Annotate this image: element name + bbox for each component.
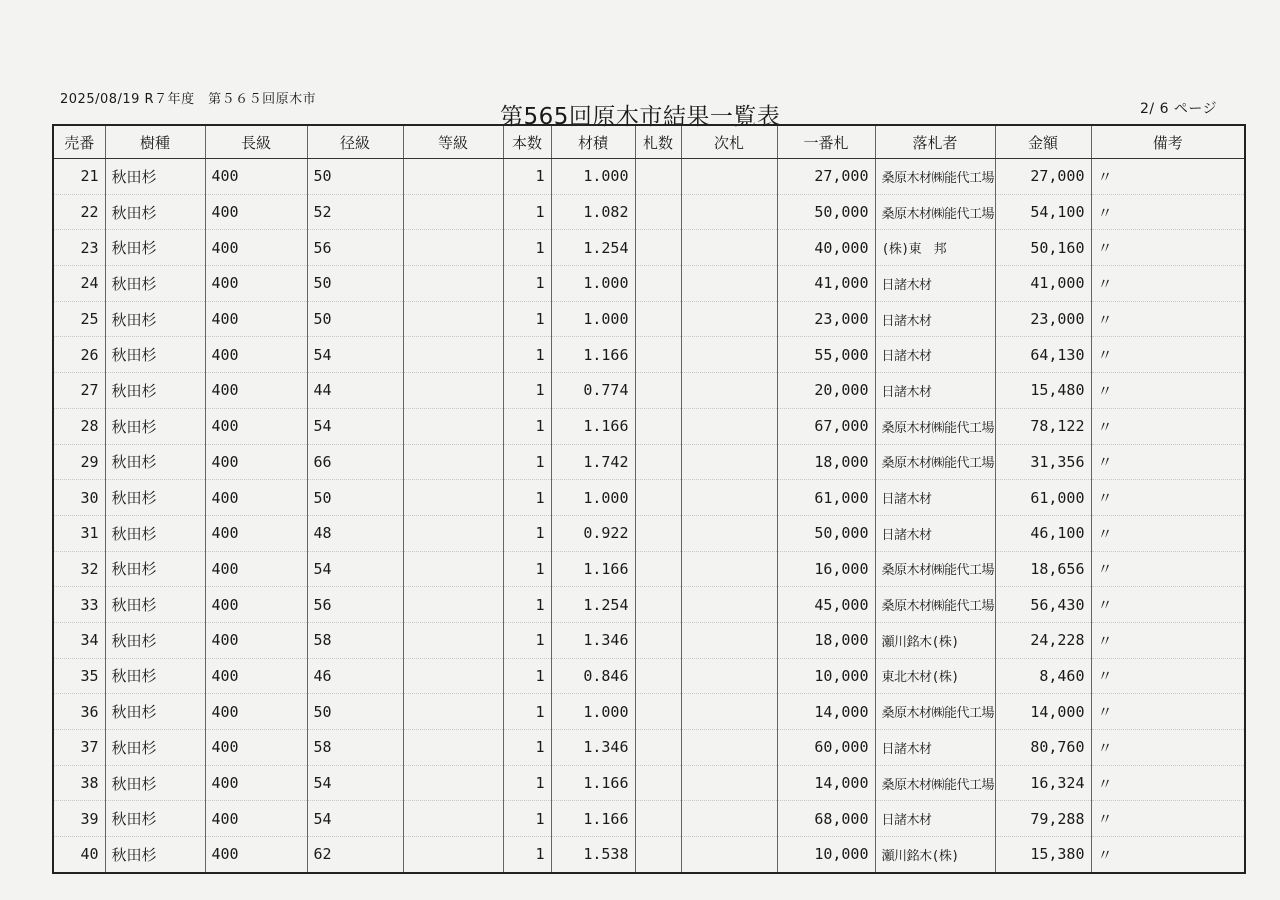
volume-cell: 1.000: [551, 266, 635, 302]
bidder-cell: 日諸木材: [875, 515, 995, 551]
grade-cell: [403, 301, 503, 337]
note-cell: 〃: [1091, 337, 1245, 373]
amount-cell: 31,356: [995, 444, 1091, 480]
lot-cell: 40: [53, 837, 105, 873]
amount-cell: 14,000: [995, 694, 1091, 730]
diameter-cell: 46: [307, 658, 403, 694]
col-lot-header: 売番: [53, 125, 105, 159]
lot-cell: 39: [53, 801, 105, 837]
grade-cell: [403, 515, 503, 551]
top-bid-cell: 18,000: [777, 622, 875, 658]
top-bid-cell: 14,000: [777, 765, 875, 801]
lot-cell: 37: [53, 730, 105, 766]
species-cell: 秋田杉: [105, 194, 205, 230]
species-cell: 秋田杉: [105, 301, 205, 337]
length-cell: 400: [205, 801, 307, 837]
bidder-cell: 桑原木材㈱能代工場: [875, 765, 995, 801]
species-cell: 秋田杉: [105, 373, 205, 409]
count-cell: 1: [503, 266, 551, 302]
second-bid-cell: [681, 694, 777, 730]
species-cell: 秋田杉: [105, 837, 205, 873]
count-cell: 1: [503, 622, 551, 658]
top-bid-cell: 18,000: [777, 444, 875, 480]
volume-cell: 1.254: [551, 230, 635, 266]
amount-cell: 15,380: [995, 837, 1091, 873]
bidder-cell: 日諸木材: [875, 480, 995, 516]
amount-cell: 8,460: [995, 658, 1091, 694]
top-bid-cell: 50,000: [777, 194, 875, 230]
count-cell: 1: [503, 730, 551, 766]
second-bid-cell: [681, 230, 777, 266]
table-row: [53, 194, 1245, 230]
bids-cell: [635, 551, 681, 587]
amount-cell: 16,324: [995, 765, 1091, 801]
volume-cell: 1.166: [551, 801, 635, 837]
amount-cell: 56,430: [995, 587, 1091, 623]
bidder-cell: 日諸木材: [875, 266, 995, 302]
col-grade-header: 等級: [403, 125, 503, 159]
bids-cell: [635, 480, 681, 516]
count-cell: 1: [503, 801, 551, 837]
bids-cell: [635, 694, 681, 730]
note-cell: 〃: [1091, 373, 1245, 409]
volume-cell: 1.166: [551, 765, 635, 801]
species-cell: 秋田杉: [105, 444, 205, 480]
note-cell: 〃: [1091, 480, 1245, 516]
grade-cell: [403, 408, 503, 444]
diameter-cell: 44: [307, 373, 403, 409]
lot-cell: 25: [53, 301, 105, 337]
note-cell: 〃: [1091, 694, 1245, 730]
bidder-cell: 日諸木材: [875, 730, 995, 766]
table-row: [53, 408, 1245, 444]
bidder-cell: 日諸木材: [875, 301, 995, 337]
top-bid-cell: 50,000: [777, 515, 875, 551]
lot-cell: 32: [53, 551, 105, 587]
second-bid-cell: [681, 266, 777, 302]
bids-cell: [635, 194, 681, 230]
diameter-cell: 50: [307, 480, 403, 516]
volume-cell: 1.166: [551, 337, 635, 373]
length-cell: 400: [205, 622, 307, 658]
diameter-cell: 54: [307, 765, 403, 801]
volume-cell: 1.082: [551, 194, 635, 230]
bidder-cell: 桑原木材㈱能代工場: [875, 159, 995, 195]
volume-cell: 1.346: [551, 622, 635, 658]
volume-cell: 1.000: [551, 480, 635, 516]
grade-cell: [403, 622, 503, 658]
col-count-header: 本数: [503, 125, 551, 159]
volume-cell: 1.166: [551, 551, 635, 587]
bidder-cell: 日諸木材: [875, 801, 995, 837]
second-bid-cell: [681, 194, 777, 230]
lot-cell: 22: [53, 194, 105, 230]
note-cell: 〃: [1091, 515, 1245, 551]
note-cell: 〃: [1091, 230, 1245, 266]
note-cell: 〃: [1091, 801, 1245, 837]
second-bid-cell: [681, 765, 777, 801]
amount-cell: 50,160: [995, 230, 1091, 266]
diameter-cell: 54: [307, 337, 403, 373]
length-cell: 400: [205, 337, 307, 373]
count-cell: 1: [503, 515, 551, 551]
volume-cell: 1.166: [551, 408, 635, 444]
diameter-cell: 52: [307, 194, 403, 230]
lot-cell: 27: [53, 373, 105, 409]
top-bid-cell: 67,000: [777, 408, 875, 444]
length-cell: 400: [205, 765, 307, 801]
lot-cell: 23: [53, 230, 105, 266]
table-row: [53, 266, 1245, 302]
count-cell: 1: [503, 480, 551, 516]
volume-cell: 1.000: [551, 694, 635, 730]
amount-cell: 15,480: [995, 373, 1091, 409]
bids-cell: [635, 837, 681, 873]
second-bid-cell: [681, 837, 777, 873]
grade-cell: [403, 373, 503, 409]
top-bid-cell: 45,000: [777, 587, 875, 623]
col-second-bid-header: 次札: [681, 125, 777, 159]
volume-cell: 0.774: [551, 373, 635, 409]
grade-cell: [403, 658, 503, 694]
lot-cell: 33: [53, 587, 105, 623]
table-row: [53, 765, 1245, 801]
species-cell: 秋田杉: [105, 480, 205, 516]
note-cell: 〃: [1091, 658, 1245, 694]
volume-cell: 1.000: [551, 301, 635, 337]
second-bid-cell: [681, 730, 777, 766]
top-bid-cell: 68,000: [777, 801, 875, 837]
col-volume-header: 材積: [551, 125, 635, 159]
volume-cell: 0.846: [551, 658, 635, 694]
length-cell: 400: [205, 444, 307, 480]
second-bid-cell: [681, 801, 777, 837]
count-cell: 1: [503, 301, 551, 337]
bidder-cell: 桑原木材㈱能代工場: [875, 408, 995, 444]
bids-cell: [635, 658, 681, 694]
col-bids-header: 札数: [635, 125, 681, 159]
second-bid-cell: [681, 373, 777, 409]
diameter-cell: 58: [307, 730, 403, 766]
diameter-cell: 50: [307, 301, 403, 337]
lot-cell: 30: [53, 480, 105, 516]
count-cell: 1: [503, 230, 551, 266]
length-cell: 400: [205, 694, 307, 730]
diameter-cell: 50: [307, 266, 403, 302]
note-cell: 〃: [1091, 301, 1245, 337]
count-cell: 1: [503, 337, 551, 373]
amount-cell: 80,760: [995, 730, 1091, 766]
length-cell: 400: [205, 551, 307, 587]
bidder-cell: 桑原木材㈱能代工場: [875, 444, 995, 480]
bidder-cell: 桑原木材㈱能代工場: [875, 694, 995, 730]
top-bid-cell: 20,000: [777, 373, 875, 409]
table-row: [53, 373, 1245, 409]
bidder-cell: 瀬川銘木(株): [875, 622, 995, 658]
top-bid-cell: 10,000: [777, 837, 875, 873]
volume-cell: 1.538: [551, 837, 635, 873]
bids-cell: [635, 266, 681, 302]
count-cell: 1: [503, 194, 551, 230]
col-top-bid-header: 一番札: [777, 125, 875, 159]
second-bid-cell: [681, 301, 777, 337]
grade-cell: [403, 801, 503, 837]
diameter-cell: 54: [307, 551, 403, 587]
bids-cell: [635, 337, 681, 373]
length-cell: 400: [205, 159, 307, 195]
bidder-cell: (株)東 邦: [875, 230, 995, 266]
species-cell: 秋田杉: [105, 801, 205, 837]
species-cell: 秋田杉: [105, 515, 205, 551]
lot-cell: 34: [53, 622, 105, 658]
amount-cell: 24,228: [995, 622, 1091, 658]
table-row: [53, 658, 1245, 694]
species-cell: 秋田杉: [105, 408, 205, 444]
col-note-header: 備考: [1091, 125, 1245, 159]
bidder-cell: 瀬川銘木(株): [875, 837, 995, 873]
diameter-cell: 62: [307, 837, 403, 873]
second-bid-cell: [681, 159, 777, 195]
diameter-cell: 50: [307, 159, 403, 195]
count-cell: 1: [503, 159, 551, 195]
table-row: [53, 337, 1245, 373]
diameter-cell: 58: [307, 622, 403, 658]
note-cell: 〃: [1091, 765, 1245, 801]
bidder-cell: 桑原木材㈱能代工場: [875, 587, 995, 623]
amount-cell: 64,130: [995, 337, 1091, 373]
table-row: [53, 515, 1245, 551]
lot-cell: 24: [53, 266, 105, 302]
bids-cell: [635, 444, 681, 480]
count-cell: 1: [503, 373, 551, 409]
length-cell: 400: [205, 837, 307, 873]
second-bid-cell: [681, 551, 777, 587]
count-cell: 1: [503, 587, 551, 623]
volume-cell: 1.000: [551, 159, 635, 195]
header-row: [53, 125, 1245, 159]
col-diameter-header: 径級: [307, 125, 403, 159]
col-species-header: 樹種: [105, 125, 205, 159]
grade-cell: [403, 480, 503, 516]
length-cell: 400: [205, 587, 307, 623]
length-cell: 400: [205, 408, 307, 444]
amount-cell: 79,288: [995, 801, 1091, 837]
amount-cell: 78,122: [995, 408, 1091, 444]
grade-cell: [403, 266, 503, 302]
page-title: 第565回原木市結果一覧表: [500, 104, 781, 130]
bidder-cell: 日諸木材: [875, 337, 995, 373]
bidder-cell: 桑原木材㈱能代工場: [875, 551, 995, 587]
length-cell: 400: [205, 194, 307, 230]
table-row: [53, 230, 1245, 266]
lot-cell: 29: [53, 444, 105, 480]
bids-cell: [635, 408, 681, 444]
bids-cell: [635, 159, 681, 195]
species-cell: 秋田杉: [105, 730, 205, 766]
grade-cell: [403, 551, 503, 587]
bids-cell: [635, 230, 681, 266]
amount-cell: 54,100: [995, 194, 1091, 230]
length-cell: 400: [205, 480, 307, 516]
grade-cell: [403, 694, 503, 730]
grade-cell: [403, 730, 503, 766]
note-cell: 〃: [1091, 587, 1245, 623]
length-cell: 400: [205, 301, 307, 337]
note-cell: 〃: [1091, 551, 1245, 587]
length-cell: 400: [205, 515, 307, 551]
species-cell: 秋田杉: [105, 694, 205, 730]
results-body: [53, 159, 1245, 873]
length-cell: 400: [205, 230, 307, 266]
lot-cell: 38: [53, 765, 105, 801]
second-bid-cell: [681, 515, 777, 551]
diameter-cell: 48: [307, 515, 403, 551]
bidder-cell: 桑原木材㈱能代工場: [875, 194, 995, 230]
note-cell: 〃: [1091, 408, 1245, 444]
second-bid-cell: [681, 587, 777, 623]
bids-cell: [635, 622, 681, 658]
grade-cell: [403, 194, 503, 230]
table-row: [53, 587, 1245, 623]
lot-cell: 31: [53, 515, 105, 551]
species-cell: 秋田杉: [105, 765, 205, 801]
bids-cell: [635, 373, 681, 409]
top-bid-cell: 16,000: [777, 551, 875, 587]
top-bid-cell: 14,000: [777, 694, 875, 730]
second-bid-cell: [681, 337, 777, 373]
top-bid-cell: 61,000: [777, 480, 875, 516]
amount-cell: 46,100: [995, 515, 1091, 551]
lot-cell: 35: [53, 658, 105, 694]
second-bid-cell: [681, 658, 777, 694]
top-bid-cell: 27,000: [777, 159, 875, 195]
print-date-line: 2025/08/19 R７年度 第５６５回原木市: [60, 92, 317, 107]
count-cell: 1: [503, 837, 551, 873]
diameter-cell: 66: [307, 444, 403, 480]
table-row: [53, 551, 1245, 587]
diameter-cell: 50: [307, 694, 403, 730]
volume-cell: 0.922: [551, 515, 635, 551]
note-cell: 〃: [1091, 266, 1245, 302]
species-cell: 秋田杉: [105, 230, 205, 266]
table-row: [53, 301, 1245, 337]
top-bid-cell: 23,000: [777, 301, 875, 337]
count-cell: 1: [503, 658, 551, 694]
diameter-cell: 54: [307, 408, 403, 444]
length-cell: 400: [205, 658, 307, 694]
col-bidder-header: 落札者: [875, 125, 995, 159]
table-row: [53, 480, 1245, 516]
table-row: [53, 837, 1245, 873]
grade-cell: [403, 444, 503, 480]
amount-cell: 41,000: [995, 266, 1091, 302]
count-cell: 1: [503, 551, 551, 587]
species-cell: 秋田杉: [105, 658, 205, 694]
results-table: [52, 124, 1246, 874]
count-cell: 1: [503, 765, 551, 801]
lot-cell: 28: [53, 408, 105, 444]
note-cell: 〃: [1091, 730, 1245, 766]
bids-cell: [635, 301, 681, 337]
table-row: [53, 694, 1245, 730]
top-bid-cell: 10,000: [777, 658, 875, 694]
volume-cell: 1.254: [551, 587, 635, 623]
second-bid-cell: [681, 480, 777, 516]
volume-cell: 1.742: [551, 444, 635, 480]
top-bid-cell: 40,000: [777, 230, 875, 266]
bidder-cell: 日諸木材: [875, 373, 995, 409]
species-cell: 秋田杉: [105, 587, 205, 623]
note-cell: 〃: [1091, 194, 1245, 230]
amount-cell: 61,000: [995, 480, 1091, 516]
table-row: [53, 444, 1245, 480]
page-number: 2/ 6 ページ: [1140, 101, 1218, 117]
note-cell: 〃: [1091, 837, 1245, 873]
table-row: [53, 159, 1245, 195]
bids-cell: [635, 515, 681, 551]
count-cell: 1: [503, 408, 551, 444]
bidder-cell: 東北木材(株): [875, 658, 995, 694]
lot-cell: 26: [53, 337, 105, 373]
col-amount-header: 金額: [995, 125, 1091, 159]
note-cell: 〃: [1091, 444, 1245, 480]
top-bid-cell: 60,000: [777, 730, 875, 766]
species-cell: 秋田杉: [105, 266, 205, 302]
grade-cell: [403, 765, 503, 801]
bids-cell: [635, 730, 681, 766]
count-cell: 1: [503, 444, 551, 480]
bids-cell: [635, 587, 681, 623]
volume-cell: 1.346: [551, 730, 635, 766]
col-length-header: 長級: [205, 125, 307, 159]
bids-cell: [635, 765, 681, 801]
lot-cell: 36: [53, 694, 105, 730]
length-cell: 400: [205, 730, 307, 766]
diameter-cell: 54: [307, 801, 403, 837]
second-bid-cell: [681, 408, 777, 444]
amount-cell: 27,000: [995, 159, 1091, 195]
species-cell: 秋田杉: [105, 159, 205, 195]
length-cell: 400: [205, 266, 307, 302]
second-bid-cell: [681, 622, 777, 658]
species-cell: 秋田杉: [105, 622, 205, 658]
second-bid-cell: [681, 444, 777, 480]
grade-cell: [403, 230, 503, 266]
species-cell: 秋田杉: [105, 551, 205, 587]
bids-cell: [635, 801, 681, 837]
note-cell: 〃: [1091, 159, 1245, 195]
grade-cell: [403, 337, 503, 373]
lot-cell: 21: [53, 159, 105, 195]
amount-cell: 18,656: [995, 551, 1091, 587]
diameter-cell: 56: [307, 587, 403, 623]
top-bid-cell: 41,000: [777, 266, 875, 302]
grade-cell: [403, 837, 503, 873]
diameter-cell: 56: [307, 230, 403, 266]
amount-cell: 23,000: [995, 301, 1091, 337]
count-cell: 1: [503, 694, 551, 730]
length-cell: 400: [205, 373, 307, 409]
table-row: [53, 622, 1245, 658]
note-cell: 〃: [1091, 622, 1245, 658]
grade-cell: [403, 587, 503, 623]
top-bid-cell: 55,000: [777, 337, 875, 373]
table-row: [53, 730, 1245, 766]
species-cell: 秋田杉: [105, 337, 205, 373]
table-row: [53, 801, 1245, 837]
grade-cell: [403, 159, 503, 195]
